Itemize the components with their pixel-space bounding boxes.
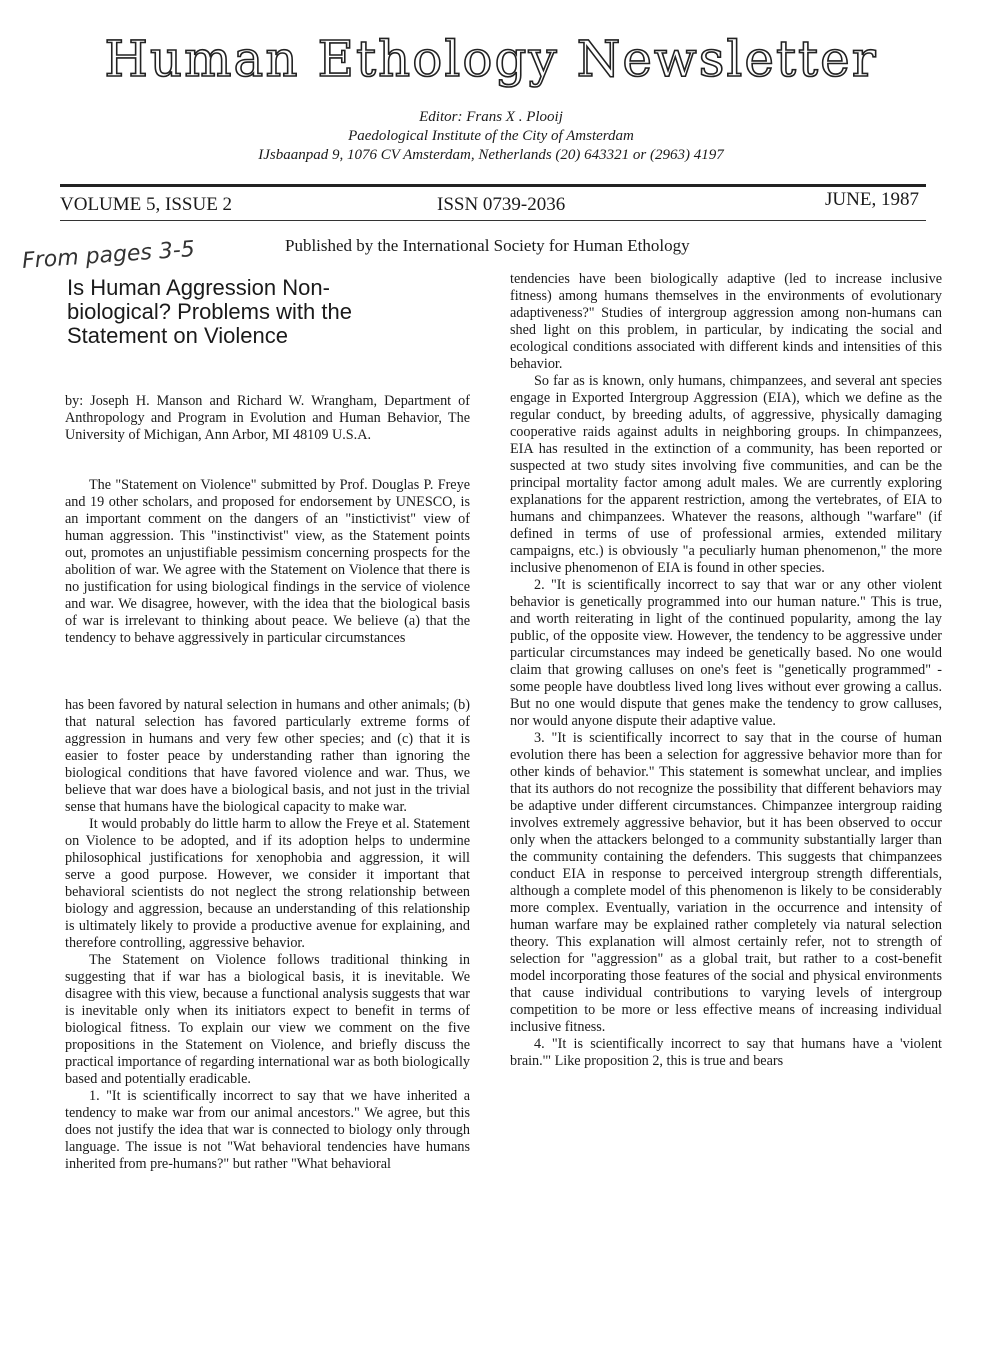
header-rule-bottom: [60, 220, 926, 221]
article-title: Is Human Aggression Non-biological? Problems with the Statement on Violence: [67, 275, 352, 348]
paragraph: has been favored by natural selection in humans and other animals; (b) that natural selection has favored particularly extreme forms of aggression in humans and very few other species; and (c) that it is easier to foster peace by understanding rather than ignoring the biological conditions that have favored violence and war. Thus, we believe that war does have a biological basis, and not just in the trivial sense that humans have the biological capacity to make war.: [65, 697, 470, 815]
paragraph: tendencies have been biologically adaptive (led to increase inclusive fitness) among humans themselves in the environments of evolutionary adaptiveness?" Studies of intergroup aggression among non-humans can shed light on this problem, in particular, by indicating the social and ecological conditions associated with different kinds and intensities of this behavior.: [510, 271, 942, 372]
paragraph: 4. "It is scientifically incorrect to say that humans have a 'violent brain.'" Like proposition 2, this is true and bears: [510, 1036, 942, 1069]
issue-date: JUNE, 1987: [825, 189, 919, 210]
header-rule: [60, 184, 926, 187]
editor-name: Editor: Frans X . Plooij: [419, 109, 563, 125]
paragraph: The "Statement on Violence" submitted by Prof. Douglas P. Freye and 19 other scholars, and proposed for endorsement by UNESCO, is an important comment on the dangers of an "instictivist" view of human aggression. This "instinctivist" view, as the Statement points out, promotes an unjustifiable pessimism concerning prospects for the abolition of war. We agree with the Statement on Violence that there is no justification for using biological findings in the service of violence and war. We disagree, however, with the idea that the biological basis of war is irrelevant to thinking about peace. We believe (a) that the tendency to behave aggressively in particular circumstances: [65, 477, 470, 646]
newsletter-title: Human Ethology Newsletter: [104, 30, 878, 88]
masthead: [0, 30, 982, 88]
paragraph: 3. "It is scientifically incorrect to say that in the course of human evolution there has been a selection for aggressive behavior more than for other kinds of behavior." This statement is somewhat unclear, and implies that its authors do not recognize the possibility that different behaviors may be adaptive under different circumstances. Chimpanzee intergroup raiding involves extremely aggressive behavior, but it has been observed to occur only when the attackers belonged to a community substantially larger than the community containing the defenders. This suggests that chimpanzees conduct EIA in response to perceived intergroup strength differentials, although a complete model of this phenomenon is likely to be considerably more complex. Eventually, variation in the occurrence and intensity of human warfare may be explained rather completely via natural selection theory. This explanation will almost certainly refer, not to strength of selection for "aggression" as a global trait, but rather to a cost-benefit model incorporating those features of the social and physical environments that cause individual contributions to varying levels of intergroup competition to be more or less effective means of increasing individual inclusive fitness.: [510, 730, 942, 1035]
right-column: [510, 271, 942, 1070]
paragraph: 2. "It is scientifically incorrect to say that war or any other violent behavior is genetically programmed into our human nature." This is true, and worth reiterating in light of the continued popularity, among the lay public, of the opposite view. However, the tendency to be aggressive under particular circumstances may indeed be genetically based. No one would claim that growing calluses on one's feet is "genetically programmed" - some people have doubtless lived long lives without ever growing a callus. But no one would dispute that genes make the tendency to grow calluses, nor would anyone dispute their adaptive value.: [510, 577, 942, 729]
article-byline: [65, 393, 470, 444]
editor-block: [0, 108, 982, 165]
byline-text: by: Joseph H. Manson and Richard W. Wrangham, Department of Anthropology and Program in Evolution and Human Behavior, The University of Michigan, Ann Arbor, MI 48109 U.S.A.: [65, 393, 470, 443]
paragraph: It would probably do little harm to allow the Freye et al. Statement on Violence to be adopted, and if its adoption helps to undermine philosophical justifications for xenophobia and aggression, it will serve a good purpose. However, we consider it important that behavioral scientists do not neglect the strong relationship between biology and aggression, because an understanding of this relationship is ultimately likely to provide a productive avenue for explaining, and therefore controlling, aggressive behavior.: [65, 816, 470, 951]
editor-institute: Paedological Institute of the City of Amsterdam: [348, 128, 634, 144]
publisher-line: Published by the International Society for Human Ethology: [285, 236, 690, 255]
handwritten-note: From pages 3-5: [21, 236, 196, 275]
left-column-part2: [65, 697, 470, 1173]
editor-address: IJsbaanpad 9, 1076 CV Amsterdam, Netherlands (20) 643321 or (2963) 4197: [258, 147, 724, 163]
volume-issue: VOLUME 5, ISSUE 2: [60, 194, 233, 215]
left-column-part1: [65, 477, 470, 647]
paragraph: 1. "It is scientifically incorrect to say that we have inherited a tendency to make war from our animal ancestors." We agree, but this does not justify the idea that war is connected to biology only through language. The issue is not "Wat behavioral tendencies have humans inherited from pre-humans?" but rather "What behavioral: [65, 1088, 470, 1172]
paragraph: So far as is known, only humans, chimpanzees, and several ant species engage in Exported Intergroup Aggression (EIA), which we define as the regular conduct, by breeding adults, of aggressive, physically damaging cooperative raids against adults in neighboring groups. In chimpanzees, EIA has resulted in the extinction of a community, has been reported or suspected at two study sites involving five communities, and can be the principal mortality factor among adult males. We are currently exploring explanations for the apparent restriction, among the vertebrates, of EIA to humans and chimpanzees. Whatever the reasons, although "warfare" (if defined in terms of use of professional armies, extended military campaigns, etc.) is obviously "a peculiarly human phenomenon," the more inclusive phenomenon of EIA is found in other species.: [510, 373, 942, 576]
paragraph: The Statement on Violence follows traditional thinking in suggesting that if war has a biological basis, it is inevitable. We disagree with this view, because a functional analysis suggests that war is inevitable only when its initiators expect to benefit in terms of biological fitness. To explain our view we comment on the five propositions in the Statement on Violence, and briefly discuss the practical importance of regarding international war as both biologically based and potentially eradicable.: [65, 952, 470, 1087]
issn: ISSN 0739-2036: [437, 194, 566, 215]
